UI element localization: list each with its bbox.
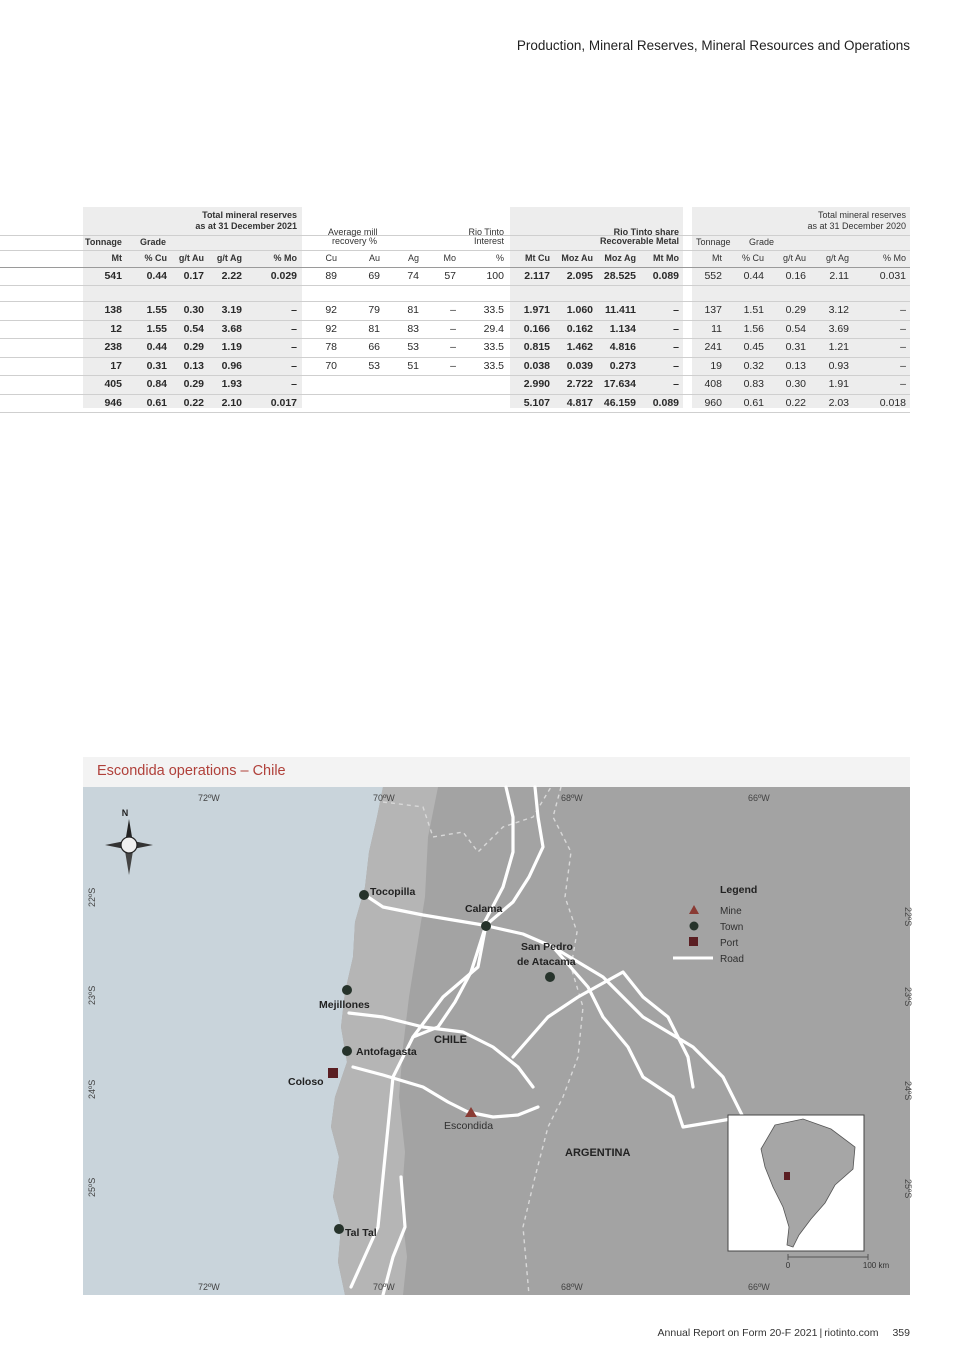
table-cell: 17 bbox=[110, 359, 122, 372]
latitude-label-22-right: 22ºS bbox=[903, 907, 913, 927]
reserves-2020-header-line1: Total mineral reserves bbox=[817, 210, 906, 220]
units-cell: Ag bbox=[407, 253, 419, 263]
table-cell: 0.273 bbox=[609, 359, 636, 372]
table-cell: 2.22 bbox=[221, 269, 242, 282]
table-cell: – bbox=[291, 304, 297, 316]
table-units-row bbox=[0, 250, 910, 268]
table-cell: 1.462 bbox=[566, 341, 593, 353]
table-cell: 541 bbox=[104, 269, 122, 282]
units-cell: Moz Ag bbox=[604, 253, 636, 263]
table-cell: 0.30 bbox=[785, 378, 806, 390]
latitude-label-23-right: 23ºS bbox=[903, 987, 913, 1007]
table-cell: 1.55 bbox=[146, 322, 167, 335]
table-cell: 70 bbox=[325, 359, 337, 372]
north-label: N bbox=[121, 808, 129, 818]
table-cell: 2.03 bbox=[828, 396, 849, 409]
latitude-label-22: 22ºS bbox=[87, 887, 97, 907]
table-cell: 0.13 bbox=[785, 359, 806, 372]
table-cell: 137 bbox=[704, 304, 722, 316]
interest-header-line2: Interest bbox=[473, 236, 504, 246]
table-cell: 28.525 bbox=[603, 269, 636, 282]
units-cell: Moz Au bbox=[561, 253, 593, 263]
share-header-line2: Recoverable Metal bbox=[599, 236, 679, 246]
table-cell: 0.32 bbox=[743, 359, 764, 372]
footer-page-number: 359 bbox=[892, 1327, 910, 1339]
table-cell: 1.91 bbox=[828, 378, 849, 390]
footer-separator: | bbox=[819, 1327, 823, 1339]
longitude-label-66-bottom: 66ºW bbox=[748, 1282, 770, 1292]
table-cell: 100 bbox=[486, 269, 504, 282]
units-cell: g/t Ag bbox=[216, 253, 242, 263]
table-row bbox=[0, 376, 910, 395]
footer-site: riotinto.com bbox=[824, 1327, 879, 1339]
table-cell: 2.11 bbox=[829, 269, 849, 282]
table-cell: 0.44 bbox=[146, 341, 167, 353]
table-cell: – bbox=[900, 304, 906, 316]
longitude-label-66: 66ºW bbox=[748, 793, 770, 803]
longitude-label-70-bottom: 70ºW bbox=[373, 1282, 395, 1292]
town-marker-antofagasta bbox=[342, 1046, 352, 1056]
table-cell: 1.55 bbox=[146, 304, 167, 316]
reserves-2020-header-line2: as at 31 December 2020 bbox=[807, 221, 906, 231]
table-cell: – bbox=[673, 322, 679, 335]
table-cell: 2.117 bbox=[524, 269, 550, 282]
table-group-header-row bbox=[0, 207, 910, 236]
country-label-argentina: ARGENTINA bbox=[565, 1147, 631, 1159]
table-cell: 74 bbox=[407, 269, 419, 282]
table-cell: – bbox=[291, 378, 297, 390]
interest-header-line1: Rio Tinto bbox=[468, 227, 504, 237]
table-cell: 0.029 bbox=[270, 269, 297, 282]
table-cell: 83 bbox=[407, 322, 419, 335]
table-cell: 4.817 bbox=[566, 396, 593, 409]
table-cell: 4.816 bbox=[609, 341, 636, 353]
table-spacer-row bbox=[0, 286, 910, 302]
table-cell: 12 bbox=[110, 322, 122, 335]
table-cell: 405 bbox=[104, 378, 122, 390]
table-cell: – bbox=[291, 359, 297, 372]
table-cell: 0.61 bbox=[743, 396, 764, 409]
table-cell: 5.107 bbox=[523, 396, 550, 409]
table-cell: 138 bbox=[104, 304, 122, 316]
units-cell: Cu bbox=[325, 253, 337, 263]
table-cell: 92 bbox=[325, 322, 337, 335]
units-cell: Mt bbox=[111, 253, 122, 263]
reserves-2021-header-line2: as at 31 December 2021 bbox=[195, 221, 297, 231]
table-cell: 19 bbox=[710, 359, 722, 372]
table-cell: 0.54 bbox=[183, 322, 204, 335]
page-header-title: Production, Mineral Reserves, Mineral Resources and Operations bbox=[516, 38, 910, 53]
legend-mine-label: Mine bbox=[720, 906, 742, 917]
legend-port-icon bbox=[689, 937, 698, 946]
table-cell: 408 bbox=[704, 378, 722, 390]
place-label-coloso: Coloso bbox=[288, 1076, 324, 1088]
table-cell: – bbox=[450, 359, 456, 372]
table-cell: 53 bbox=[368, 359, 380, 372]
table-cell: 89 bbox=[325, 269, 337, 282]
table-cell: 238 bbox=[104, 341, 122, 353]
table-cell: 33.5 bbox=[483, 341, 504, 353]
table-cell: – bbox=[673, 359, 679, 372]
table-cell: 0.83 bbox=[743, 378, 764, 390]
latitude-label-25-right: 25ºS bbox=[903, 1179, 913, 1199]
table-cell: 51 bbox=[407, 359, 419, 372]
table-cell: 1.134 bbox=[609, 322, 636, 335]
table-cell: 0.031 bbox=[879, 269, 906, 282]
table-cell: 241 bbox=[704, 341, 722, 353]
table-cell: 0.54 bbox=[785, 322, 806, 335]
town-marker-tocopilla bbox=[359, 890, 369, 900]
table-cell: 1.971 bbox=[523, 304, 550, 316]
table-cell: 2.990 bbox=[523, 378, 550, 390]
reserves-2021-header-line1: Total mineral reserves bbox=[202, 210, 297, 220]
latitude-label-24: 24ºS bbox=[87, 1079, 97, 1099]
table-cell: 0.22 bbox=[785, 396, 806, 409]
table-cell: 53 bbox=[407, 341, 419, 353]
table-cell: – bbox=[291, 322, 297, 335]
legend-road-label: Road bbox=[720, 954, 744, 965]
table-row bbox=[0, 321, 910, 340]
table-cell: 1.93 bbox=[221, 378, 242, 390]
units-cell: g/t Au bbox=[782, 253, 806, 263]
mill-recovery-header-line1: Average mill bbox=[328, 227, 378, 237]
latitude-label-24-right: 24ºS bbox=[903, 1081, 913, 1101]
table-cell: 0.039 bbox=[566, 359, 593, 372]
table-cell: 0.018 bbox=[879, 396, 906, 409]
table-cell: 17.634 bbox=[603, 378, 636, 390]
place-label-mejillones: Mejillones bbox=[319, 999, 370, 1011]
page-footer bbox=[658, 1327, 910, 1339]
legend-town-label: Town bbox=[720, 922, 744, 933]
table-cell: – bbox=[450, 341, 456, 353]
table-cell: 1.51 bbox=[743, 304, 764, 316]
table-cell: 1.21 bbox=[828, 341, 849, 353]
table-row bbox=[0, 358, 910, 377]
latitude-label-25: 25ºS bbox=[87, 1177, 97, 1197]
table-cell: 0.61 bbox=[146, 396, 167, 409]
tonnage-2020-header: Tonnage bbox=[696, 237, 731, 247]
table-cell: – bbox=[673, 378, 679, 390]
table-cell: 552 bbox=[704, 269, 722, 282]
table-cell: 0.30 bbox=[183, 304, 204, 316]
table-cell: 3.19 bbox=[221, 304, 242, 316]
place-label-tocopilla: Tocopilla bbox=[370, 886, 416, 898]
table-cell: 33.5 bbox=[483, 359, 504, 372]
table-cell: 0.29 bbox=[183, 378, 204, 390]
longitude-label-72: 72ºW bbox=[198, 793, 220, 803]
table-cell: – bbox=[450, 322, 456, 335]
table-row bbox=[0, 268, 910, 287]
units-cell: % Mo bbox=[882, 253, 906, 263]
scale-start-label: 0 bbox=[785, 1261, 791, 1270]
footer-report-title: Annual Report on Form 20-F 2021 bbox=[657, 1327, 818, 1339]
table-row bbox=[0, 339, 910, 358]
town-marker-mejillones bbox=[342, 985, 352, 995]
town-marker-taltal bbox=[334, 1224, 344, 1234]
table-cell: – bbox=[450, 304, 456, 316]
table-cell: 11.411 bbox=[605, 304, 636, 316]
table-cell: 0.089 bbox=[652, 396, 679, 409]
table-cell: – bbox=[673, 341, 679, 353]
table-cell: 69 bbox=[368, 269, 380, 282]
table-cell: – bbox=[900, 378, 906, 390]
table-sub-header-row bbox=[0, 236, 910, 250]
table-cell: 3.69 bbox=[828, 322, 849, 335]
table-cell: 0.84 bbox=[146, 378, 167, 390]
units-cell: Mo bbox=[443, 253, 456, 263]
units-cell: Mt Mo bbox=[653, 253, 679, 263]
units-cell: % bbox=[495, 253, 504, 263]
share-header-line1: Rio Tinto share bbox=[613, 227, 679, 237]
table-cell: – bbox=[900, 322, 906, 335]
table-cell: 0.16 bbox=[785, 269, 806, 282]
mill-recovery-header-line2: recovery % bbox=[332, 236, 378, 246]
legend-title: Legend bbox=[720, 884, 758, 896]
table-cell: 2.722 bbox=[566, 378, 593, 390]
scale-end-label: 100 km bbox=[862, 1261, 890, 1270]
table-cell: 81 bbox=[407, 304, 419, 316]
grade-header: Grade bbox=[140, 237, 167, 247]
legend-port-label: Port bbox=[720, 938, 739, 949]
longitude-label-70: 70ºW bbox=[373, 793, 395, 803]
table-cell: 66 bbox=[368, 341, 380, 353]
longitude-label-72-bottom: 72ºW bbox=[198, 1282, 220, 1292]
table-cell: 0.96 bbox=[221, 359, 242, 372]
grade-2020-header: Grade bbox=[749, 237, 775, 247]
table-cell: 0.166 bbox=[523, 322, 550, 335]
units-cell: % Cu bbox=[741, 253, 764, 263]
table-cell: – bbox=[900, 341, 906, 353]
legend-town-icon bbox=[690, 922, 699, 931]
place-label-san-pedro-1: San Pedro bbox=[521, 941, 573, 953]
table-cell: 946 bbox=[104, 396, 122, 409]
place-label-escondida: Escondida bbox=[444, 1120, 494, 1132]
table-cell: 0.038 bbox=[523, 359, 550, 372]
units-cell: Mt Cu bbox=[525, 253, 550, 263]
table-cell: 0.31 bbox=[785, 341, 806, 353]
table-cell: 1.060 bbox=[566, 304, 593, 316]
country-label-chile: CHILE bbox=[434, 1034, 467, 1046]
table-cell: 3.68 bbox=[221, 322, 242, 335]
table-cell: 0.45 bbox=[743, 341, 764, 353]
table-cell: 1.19 bbox=[221, 341, 242, 353]
units-cell: Mt bbox=[712, 253, 722, 263]
table-cell: 0.162 bbox=[566, 322, 593, 335]
table-cell: – bbox=[900, 359, 906, 372]
town-marker-calama bbox=[481, 921, 491, 931]
table-cell: 0.93 bbox=[828, 359, 849, 372]
port-marker-coloso bbox=[328, 1068, 338, 1078]
table-cell: 78 bbox=[325, 341, 337, 353]
table-cell: 0.44 bbox=[146, 269, 167, 282]
units-cell: % Mo bbox=[273, 253, 297, 263]
units-cell: g/t Ag bbox=[825, 253, 849, 263]
table-cell: 79 bbox=[368, 304, 380, 316]
table-row bbox=[0, 395, 910, 414]
table-cell: 0.29 bbox=[785, 304, 806, 316]
table-cell: 0.22 bbox=[183, 396, 204, 409]
table-cell: 92 bbox=[325, 304, 337, 316]
table-cell: 1.56 bbox=[743, 322, 764, 335]
place-label-antofagasta: Antofagasta bbox=[356, 1046, 417, 1058]
escondida-location-map bbox=[83, 757, 913, 1295]
table-row bbox=[0, 302, 910, 321]
table-cell: 29.4 bbox=[483, 322, 504, 335]
town-marker-san-pedro bbox=[545, 972, 555, 982]
table-cell: 0.17 bbox=[183, 269, 204, 282]
tonnage-header: Tonnage bbox=[85, 237, 122, 247]
place-label-san-pedro-2: de Atacama bbox=[517, 956, 576, 968]
table-cell: 0.31 bbox=[146, 359, 167, 372]
longitude-label-68-bottom: 68ºW bbox=[561, 1282, 583, 1292]
units-cell: % Cu bbox=[144, 253, 167, 263]
table-cell: 33.5 bbox=[483, 304, 504, 316]
latitude-label-23: 23ºS bbox=[87, 985, 97, 1005]
table-cell: 0.815 bbox=[523, 341, 550, 353]
place-label-calama: Calama bbox=[465, 903, 503, 915]
table-cell: 46.159 bbox=[603, 396, 636, 409]
table-cell: 0.017 bbox=[270, 396, 297, 409]
table-cell: 11 bbox=[711, 322, 722, 335]
table-cell: – bbox=[673, 304, 679, 316]
table-cell: 0.29 bbox=[183, 341, 204, 353]
table-cell: 57 bbox=[444, 269, 456, 282]
place-label-taltal: Tal Tal bbox=[345, 1227, 377, 1239]
table-cell: 960 bbox=[704, 396, 722, 409]
table-cell: 81 bbox=[368, 322, 380, 335]
table-cell: 0.44 bbox=[743, 269, 764, 282]
table-cell: 0.089 bbox=[652, 269, 679, 282]
map-title: Escondida operations – Chile bbox=[97, 763, 286, 779]
units-cell: Au bbox=[368, 253, 380, 263]
table-cell: – bbox=[291, 341, 297, 353]
table-cell: 2.10 bbox=[221, 396, 242, 409]
table-cell: 0.13 bbox=[183, 359, 204, 372]
units-cell: g/t Au bbox=[178, 253, 204, 263]
longitude-label-68: 68ºW bbox=[561, 793, 583, 803]
table-cell: 2.095 bbox=[566, 269, 593, 282]
table-cell: 3.12 bbox=[828, 304, 849, 316]
